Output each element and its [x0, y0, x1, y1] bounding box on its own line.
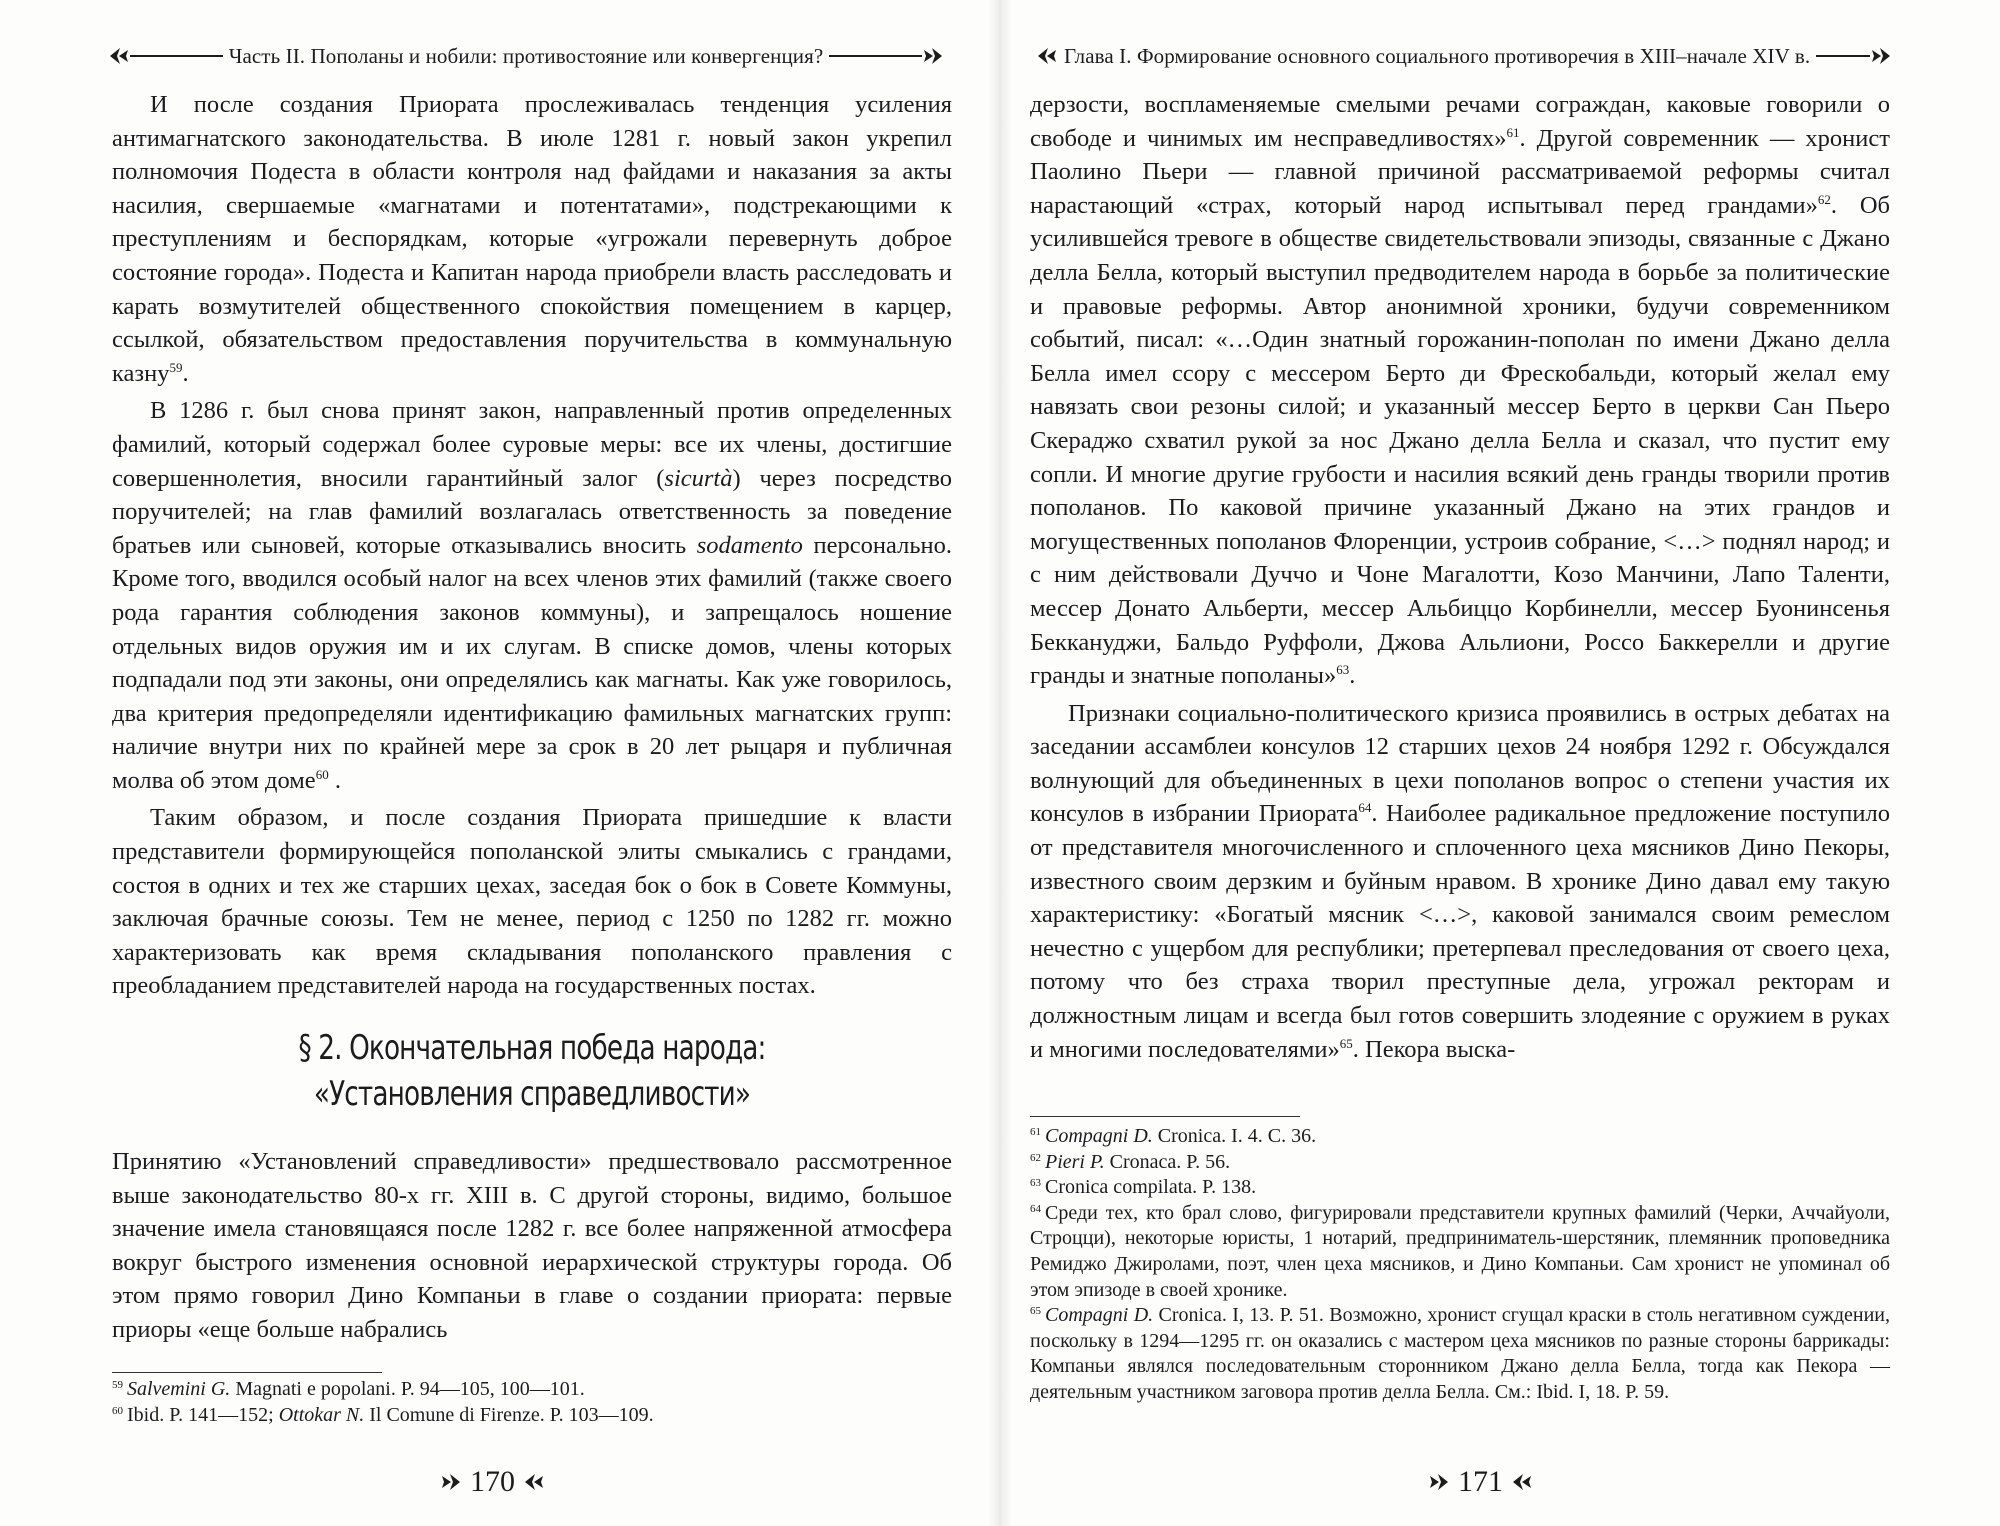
page-number: 170	[470, 1465, 515, 1498]
paragraph: Принятию «Установлений справедливости» предшествовало рассмотренное выше законодательство 80-х гг. XIII в. С другой стороны, видимо, большое значение имела становящаяся после 1282 г. все более напряженной атмосфера вокруг быстрого изменения основной иерархической структуры города. Об этом прямо говорил Дино Компаньи в главе о создании приората: первые приоры «еще больше набрались	[112, 1148, 952, 1343]
fleuron-arrow-icon	[1036, 44, 1058, 68]
footnote-rule	[112, 1372, 382, 1373]
fleuron-arrow-icon	[523, 1470, 545, 1494]
footnote-ref[interactable]: 62	[1817, 191, 1831, 207]
running-head-right	[1036, 40, 1892, 72]
right-page	[1000, 0, 2000, 1526]
fleuron-arrow-icon	[108, 44, 130, 68]
running-head-rule	[1816, 55, 1870, 57]
footnote-ref[interactable]: 65	[1339, 1035, 1353, 1051]
right-body-text	[1030, 88, 1890, 1066]
footnote: $^{62}$ Pieri P. Cronaca. P. 56.	[1030, 1150, 1231, 1173]
footnote: $^{61}$ Compagni D. Cronica. I. 4. С. 36.	[1030, 1125, 1317, 1147]
fleuron-arrow-icon	[440, 1470, 462, 1494]
fleuron-arrow-icon	[922, 44, 944, 68]
paragraph: И после создания Приората прослеживалась тенденция усиления антимагнатского законодательства. В июле 1281 г. новый закон укрепил полномочия Подеста в области контроля над файдами и наказания за акты насилия, свершаемые «магнатами и потентатами», подстрекающими к преступлениям и беспорядкам, которые «угрожали перевернуть доброе состояние города». Подеста и Капитан народа приобрели власть расследовать и карать возмутителей общественного спокойствия помещением в карцер, ссылкой, обязательством предоставления поручительства в коммунальную казну$^{59}$.	[112, 91, 952, 387]
running-head-rule	[130, 55, 223, 57]
footnotes-left	[112, 1377, 952, 1428]
paragraph: Таким образом, и после создания Приората пришедшие к власти представители формирующейся пополанской элиты смыкались с грандами, состоя в одних и тех же старших цехах, заседая бок о бок в Совете Коммуны, заключая брачные союзы. Тем не менее, период с 1250 по 1282 гг. можно характеризовать как время складывания пополанского правления с преобладанием представителей народа на государственных постах.	[112, 804, 952, 1000]
footnote: $^{63}$ Cronica compilata. P. 138.	[1030, 1176, 1257, 1199]
footnote-rule	[1030, 1116, 1300, 1117]
page-number: 171	[1458, 1465, 1503, 1498]
paragraph: Признаки социально-политического кризиса проявились в острых дебатах на заседании ассамблеи консулов 12 старших цехов 24 ноября 1292 г. Обсуждался волнующий для объединенных в цехи пополанов вопрос о степени участия их консулов в избрании Приората$^{64}$. Наиболее радикальное предложение поступило от представителя многочисленного и сплоченного цеха мясников Дино Пекоры, известного своим дерзким и буйным нравом. В хронике Дино давал ему такую характеристику: «Богатый мясник <…>, каковой занимался своим ремеслом нечестно с ущербом для республики; претерпевал преследования от своего цеха, потому что без страха творил преступные дела, угрожал ректорам и должностным лицам и всегда был готов совершить злодеяние с оружием в руках и многими последователями»$^{65}$. Пекора выска-	[1030, 699, 1890, 1063]
footnote: $^{60}$ Ibid. P. 141—152; Ottokar N. Il Comune di Firenze. P. 103—109.	[112, 1403, 654, 1426]
fleuron-arrow-icon	[1511, 1470, 1533, 1494]
running-head-rule	[829, 55, 922, 57]
footnote-ref[interactable]: 61	[1506, 124, 1520, 140]
left-section-text	[112, 1145, 952, 1347]
page-number-left	[440, 1462, 545, 1502]
book-gutter	[988, 0, 1012, 1526]
footnote: $^{64}$ Среди тех, кто брал слово, фигурировали представители крупных фамилий (Черки, Аччайуоли, Строцци), некоторые юристы, 1 нотарий, предприниматель-шерстяник, племянник проповедника Ремиджо Джиролами, поэт, член цеха мясников, и Дино Компаньи. Сам хронист не упоминал об этом эпизоде в своей хронике.	[1030, 1201, 1890, 1301]
footnote-ref[interactable]: 63	[1336, 662, 1350, 678]
section-heading: § 2. Окончательная победа народа: «Установления справедливости»	[298, 1028, 766, 1114]
footnote: $^{65}$ Compagni D. Cronica. I, 13. P. 51. Возможно, хронист сгущал краски в столь негативном суждении, поскольку в 1294—1295 гг. он оказались с мастером цеха мясников по разные стороны баррикады: Компаньи являлся последовательным сторонником Джано делла Белла, тогда как Пекора — деятельным участником заговора против делла Белла. См.: Ibid. I, 18. P. 59.	[1030, 1304, 1890, 1403]
footnote-ref[interactable]: 64	[1358, 800, 1372, 816]
footnote-ref[interactable]: 60	[315, 766, 329, 782]
fleuron-arrow-icon	[1870, 44, 1892, 68]
paragraph: В 1286 г. был снова принят закон, направленный против определенных фамилий, который содержал более суровые меры: все их члены, достигшие совершеннолетия, вносили гарантийный залог (sicurtà) через посредство поручителей; на глав фамилий возлагалась ответственность за поведение братьев или сыновей, которые отказывались вносить sodamento персонально. Кроме того, вводился особый налог на всех членов этих фамилий (также своего рода гарантия соблюдения законов коммуны), и запрещалось ношение отдельных видов оружия им и их слугам. В списке домов, члены которых подпадали под эти законы, они определялись как магнаты. Как уже говорилось, два критерия предопределяли идентификацию фамильных магнатских групп: наличие внутри них по крайней мере за срок в 20 лет рыцаря и публичная молва об этом доме$^{60}$ .	[112, 397, 952, 794]
footnote: $^{59}$ Salvemini G. Magnati e popolani. P. 94—105, 100—101.	[112, 1378, 585, 1400]
running-head-text: Глава I. Формирование основного социального противоречия в XIII–начале XIV в.	[1064, 43, 1811, 68]
footnotes-right	[1030, 1124, 1890, 1406]
fleuron-arrow-icon	[1428, 1470, 1450, 1494]
page-number-right	[1428, 1462, 1533, 1502]
running-head-left	[108, 40, 944, 72]
left-body-text	[112, 88, 952, 1003]
footnote-ref[interactable]: 59	[169, 359, 183, 375]
paragraph: дерзости, воспламеняемые смелыми речами сограждан, каковые говорили о свободе и чинимых им несправедливостях»$^{61}$. Другой современник — хронист Паолино Пьери — главной причиной рассматриваемой реформы считал нарастающий «страх, который народ испытывал перед грандами»$^{62}$. Об усилившейся тревоге в обществе свидетельствовали эпизоды, связанные с Джано делла Белла, который выступил предводителем народа в борьбе за политические и правовые реформы. Автор анонимной хроники, будучи современником событий, писал: «…Один знатный горожанин-пополан по имени Джано делла Белла имел ссору с мессером Берто ди Фрескобальди, который желал ему навязать свои резоны силой; и указанный мессер Берто в церкви Сан Пьеро Скераджо схватил рукой за нос Джано делла Белла и сказал, что пустит ему сопли. И многие другие грубости и насилия всякий день гранды творили против пополанов. По каковой причине указанный Джано на этих грандов и могущественных пополанов Флоренции, устроив собрание, <…> поднял народ; и с ним действовали Дуччо и Чоне Магалотти, Козо Манчини, Лапо Таленти, мессер Донато Альберти, мессер Альбиццо Корбинелли, мессер Буонинсенья Беккануджи, Бальдо Руффоли, Джова Альлиони, Россо Баккерелли и другие гранды и знатные пополаны»$^{63}$.	[1030, 91, 1890, 690]
running-head-text: Часть II. Пополаны и нобили: противостояние или конвергенция?	[228, 43, 824, 68]
